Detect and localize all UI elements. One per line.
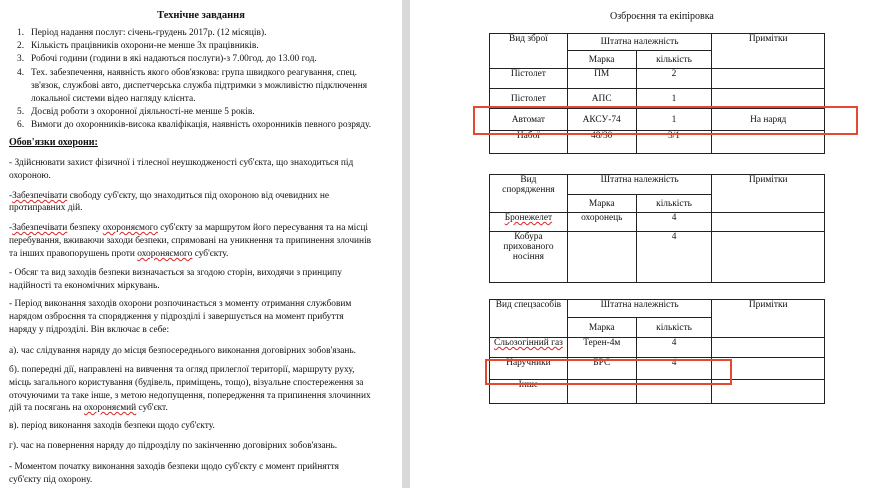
header-line: Вид bbox=[520, 175, 537, 185]
text-span: суб'єкту за маршрутом його пересування та на місці bbox=[157, 223, 369, 233]
list-number: 3. bbox=[17, 54, 25, 64]
misspelled-word: Бронежелет bbox=[504, 213, 553, 223]
paragraph-line: б). попередні дії, направлені на вивчення та огляд прилеглої території, маршруту руху, bbox=[9, 365, 355, 375]
header-quantity: кількість bbox=[636, 51, 712, 69]
cell-type: Інше bbox=[490, 380, 568, 404]
paragraph-line: а). час слідування наряду до місця безпосереднього виконання договірних зобов'язань. bbox=[9, 346, 357, 356]
paragraph-line: суб'єкту під охорону. bbox=[9, 475, 93, 485]
cell-note bbox=[712, 213, 825, 232]
cell-qty: 1 bbox=[636, 89, 712, 109]
text-span: свободу суб'єкту, що знаходиться під охороною від очевидних не bbox=[67, 191, 330, 201]
misspelled-word: охороняємого bbox=[137, 249, 193, 259]
cell-brand: ПМ bbox=[567, 69, 636, 89]
cell-type bbox=[490, 213, 568, 232]
header-brand: Марка bbox=[567, 195, 636, 213]
header-staff-allocation: Штатна належність bbox=[567, 300, 712, 318]
paragraph-line: - Здійснювати захист фізичної і тілесної неушкодженості суб'єкта, що знаходиться під bbox=[9, 158, 354, 168]
header-notes: Примітки bbox=[712, 300, 825, 338]
equipment-table bbox=[489, 174, 825, 283]
left-document-page bbox=[0, 0, 402, 488]
cell-brand: Терен-4м bbox=[567, 338, 636, 358]
paragraph-line: нарядом озброєння та спорядження у підрозділі і завершується на момент прибуття bbox=[9, 312, 344, 322]
weapons-table bbox=[489, 33, 825, 154]
duties-heading: Обов'язки охорони: bbox=[9, 137, 98, 148]
text-span: - bbox=[9, 223, 13, 233]
cell-type bbox=[490, 338, 568, 358]
cell-type: Автомат bbox=[490, 109, 568, 131]
cell-brand: АПС bbox=[567, 89, 636, 109]
paragraph-line: протиправних дій. bbox=[9, 203, 83, 213]
paragraph-line: місць загального користування (будівель, приміщень, тощо), візуальне спостереження за bbox=[9, 378, 364, 388]
cell-line: Кобура bbox=[514, 232, 543, 242]
misspelled-word: Забезпечівати bbox=[12, 191, 68, 201]
misspelled-word: охороняємий bbox=[84, 403, 137, 413]
list-item-text: Період надання послуг: січень-грудень 2017р. (12 місяців). bbox=[31, 28, 267, 38]
list-item-text: Тех. забезпечення, наявність якого обов'язкова: група швидкого реагування, спец. bbox=[31, 68, 358, 78]
cell-qty: 4 bbox=[636, 213, 712, 232]
paragraph-line: - Моментом початку виконання заходів безпеки щодо суб'єкту є момент прийняття bbox=[9, 462, 339, 472]
misspelled-word: охороняємого bbox=[102, 223, 158, 233]
cell-qty: 2 bbox=[636, 69, 712, 89]
list-number: 4. bbox=[17, 68, 25, 78]
list-item-text: локальної системи відео нагляду клієнта. bbox=[31, 94, 196, 104]
list-number: 5. bbox=[17, 107, 25, 117]
cell-type: Пістолет bbox=[490, 69, 568, 89]
cell-type: Пістолет bbox=[490, 89, 568, 109]
cell-note bbox=[712, 232, 825, 283]
paragraph-line bbox=[9, 222, 368, 234]
equipment-title: Озброєння та екіпіровка bbox=[610, 11, 714, 22]
paragraph-line bbox=[9, 402, 168, 414]
header-notes: Примітки bbox=[712, 175, 825, 213]
cell-brand: 48/30 bbox=[567, 131, 636, 154]
cell-line: прихованого bbox=[503, 242, 554, 252]
cell-qty: 4 bbox=[636, 232, 712, 283]
header-brand: Марка bbox=[567, 318, 636, 338]
paragraph-line: надійності та економічних міркувань. bbox=[9, 281, 160, 291]
list-number: 6. bbox=[17, 120, 25, 130]
misspelled-word: Забезпечівати bbox=[12, 223, 68, 233]
cell-qty: 1 bbox=[636, 109, 712, 131]
paragraph-line: - Період виконання заходів охорони розпочинається з моменту отримання службовим bbox=[9, 299, 352, 309]
list-number: 1. bbox=[17, 28, 25, 38]
list-item-text: Кількість працівників охорони-не менше 3х працівників. bbox=[31, 41, 259, 51]
header-quantity: кількість bbox=[636, 318, 712, 338]
header-staff-allocation: Штатна належність bbox=[567, 34, 712, 51]
paragraph-line: г). час на повернення наряду до підрозділу по закінченню договірних зобов'язань. bbox=[9, 441, 338, 451]
paragraph-line: - Обсяг та вид заходів безпеки визначається за згодою сторін, виходячи з принципу bbox=[9, 268, 342, 278]
cell-qty: 4 bbox=[636, 338, 712, 358]
text-span: - bbox=[9, 191, 13, 201]
cell-type bbox=[490, 232, 568, 283]
list-item-text: Робочі години (години в які надаються послуги)-з 7.00год. до 13.00 год. bbox=[31, 54, 317, 64]
cell-note: На наряд bbox=[712, 109, 825, 131]
text-span: суб'єкт. bbox=[136, 403, 168, 413]
text-span: та інших правопорушень проти bbox=[9, 249, 138, 259]
highlight-box-handcuffs-row bbox=[485, 359, 732, 385]
text-span: безпеку bbox=[67, 223, 103, 233]
cell-type: Наручники bbox=[490, 358, 568, 380]
cell-line: носіння bbox=[512, 252, 544, 262]
text-span: суб'єкту. bbox=[192, 249, 229, 259]
header-weapon-type: Вид зброї bbox=[490, 34, 568, 69]
list-item-text: Досвід роботи з охоронної діяльності-не менше 5 років. bbox=[31, 107, 255, 117]
paragraph-line: в). період виконання заходів безпеки щодо суб'єкту. bbox=[9, 421, 215, 431]
paragraph-line: наряду у підрозділі. Він включає в себе: bbox=[9, 325, 170, 335]
cell-brand: АКСУ-74 bbox=[567, 109, 636, 131]
header-equipment-type bbox=[490, 175, 568, 213]
cell-note bbox=[712, 69, 825, 89]
page-gutter bbox=[402, 0, 410, 488]
right-document-page bbox=[410, 0, 869, 488]
list-item-text: Вимоги до охоронників-висока кваліфікація, наявність охоронників певного розряду. bbox=[31, 120, 372, 130]
cell-qty: 3/1 bbox=[636, 131, 712, 154]
header-notes: Примітки bbox=[712, 34, 825, 69]
header-brand: Марка bbox=[567, 51, 636, 69]
highlight-box-rifle-row bbox=[473, 106, 858, 135]
paragraph-line: оточуючими та таке інше, з метою недопущення, попередження та припинення злочинних bbox=[9, 391, 371, 401]
cell-brand bbox=[567, 232, 636, 283]
cell-brand: БРС bbox=[567, 358, 636, 380]
paragraph-line: перебування, вживаючи заходи безпеки, спрямовані на уникнення та припинення злочинів bbox=[9, 236, 372, 246]
header-line: спорядження bbox=[502, 185, 555, 195]
list-number: 2. bbox=[17, 41, 25, 51]
paragraph-line bbox=[9, 248, 228, 260]
header-special-means-type: Вид спецзасобів bbox=[490, 300, 568, 338]
paragraph-line: охороною. bbox=[9, 171, 51, 181]
document-title: Технiчне завдання bbox=[157, 10, 245, 21]
special-means-table bbox=[489, 299, 825, 404]
misspelled-word: Сльозогінний газ bbox=[494, 338, 563, 348]
cell-type: Набої bbox=[490, 131, 568, 154]
text-span: дій та посягань на bbox=[9, 403, 85, 413]
list-item-text: зв'язок, службові авто, диспетчерська служба підтримки з можливістю підключення bbox=[31, 81, 368, 91]
cell-brand: охоронець bbox=[567, 213, 636, 232]
cell-note bbox=[712, 338, 825, 358]
header-staff-allocation: Штатна належність bbox=[567, 175, 712, 195]
paragraph-line bbox=[9, 190, 329, 202]
cell-qty: 4 bbox=[636, 358, 712, 380]
header-quantity: кількість bbox=[636, 195, 712, 213]
